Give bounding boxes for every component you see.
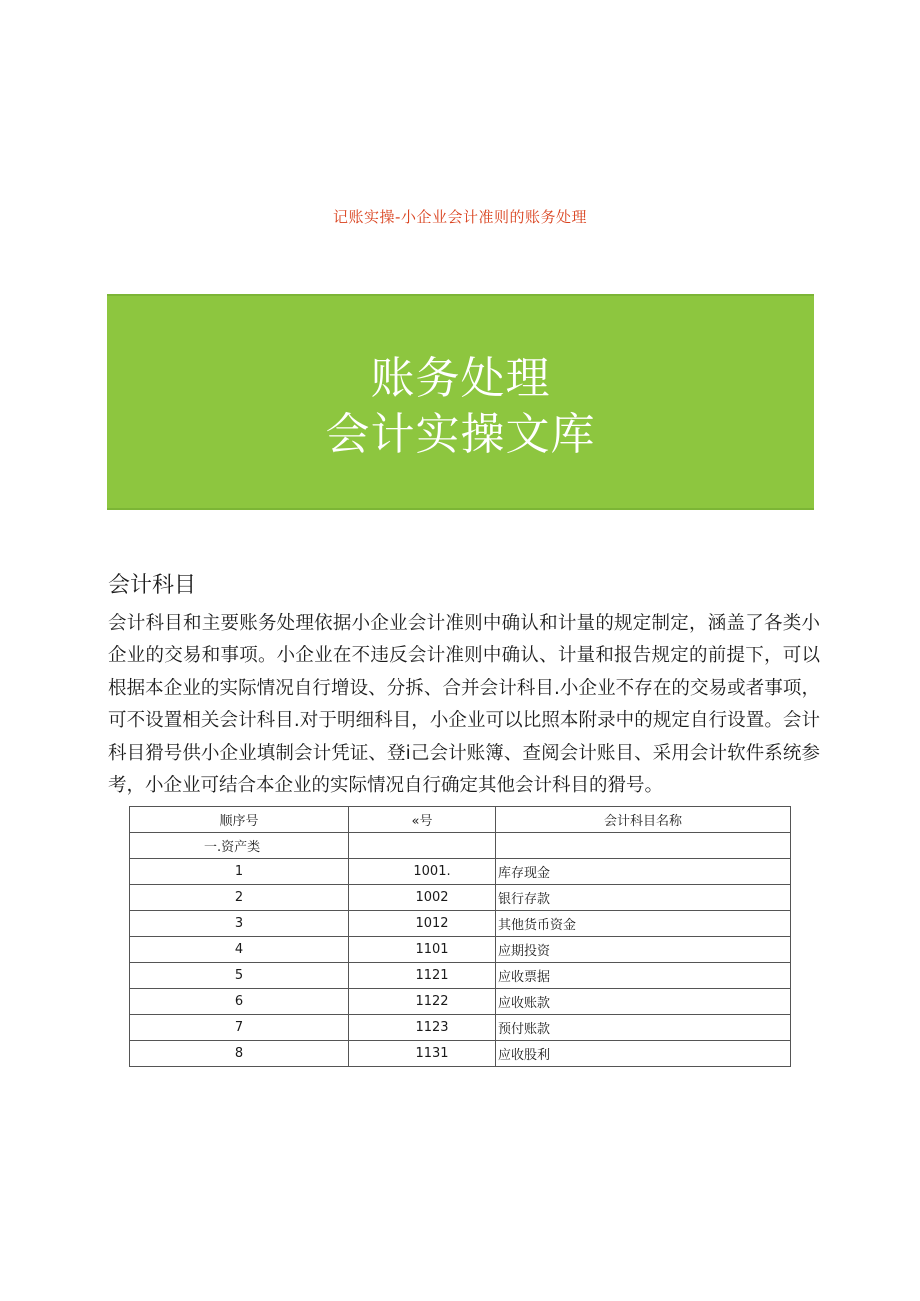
row-seq: 7 [130, 1015, 349, 1041]
header-account-name: 会计科目名称 [496, 807, 791, 833]
banner-title-line2: 会计实操文库 [325, 409, 596, 460]
table-row [130, 859, 791, 885]
table-row [130, 885, 791, 911]
row-account-name: 预付账款 [496, 1015, 791, 1041]
row-seq: 4 [130, 937, 349, 963]
row-seq: 1 [130, 859, 349, 885]
category-label: 一.资产类 [130, 833, 349, 859]
row-code: 1001. [349, 859, 496, 885]
row-code: 1122 [349, 989, 496, 1015]
empty-cell [496, 833, 791, 859]
table-row [130, 963, 791, 989]
table-row [130, 1015, 791, 1041]
header-code: «号 [349, 807, 496, 833]
empty-cell [349, 833, 496, 859]
category-row [130, 833, 791, 859]
banner-title-line1: 账务处理 [370, 353, 551, 404]
title-banner [107, 294, 814, 510]
row-code: 1012 [349, 911, 496, 937]
section-paragraph: 会计科目和主要账务处理依据小企业会计准则中确认和计量的规定制定，涵盖了各类小企业的交易和事项。小企业在不违反会计准则中确认、计量和报告规定的前提下，可以根据本企业的实际情况自行增设、分拆、合并会计科目.小企业不存在的交易或者事项，可不设置相关会计科目.对于明细科目，小企业可以比照本附录中的规定自行设置。会计科目猾号供小企业填制会计凭证、登i己会计账簿、查阅会计账目、采用会计软件系统参考，小企业可结合本企业的实际情况自行确定其他会计科目的猾号。 [108, 613, 820, 797]
row-account-name: 应收票据 [496, 963, 791, 989]
row-account-name: 应期投资 [496, 937, 791, 963]
table-row [130, 911, 791, 937]
row-account-name: 应收股利 [496, 1041, 791, 1067]
row-seq: 5 [130, 963, 349, 989]
row-seq: 2 [130, 885, 349, 911]
row-code: 1101 [349, 937, 496, 963]
row-code: 1123 [349, 1015, 496, 1041]
row-code: 1121 [349, 963, 496, 989]
row-code: 1131 [349, 1041, 496, 1067]
row-account-name: 库存现金 [496, 859, 791, 885]
header-seq: 顺序号 [130, 807, 349, 833]
row-seq: 8 [130, 1041, 349, 1067]
row-account-name: 应收账款 [496, 989, 791, 1015]
accounts-table [129, 806, 791, 1067]
row-code: 1002 [349, 885, 496, 911]
table-header-row [130, 807, 791, 833]
table-row [130, 989, 791, 1015]
section-heading: 会计科目 [108, 573, 197, 598]
document-header-title: 记账实操-小企业会计准则的账务处理 [333, 208, 587, 226]
table-row [130, 937, 791, 963]
row-account-name: 银行存款 [496, 885, 791, 911]
row-seq: 6 [130, 989, 349, 1015]
row-account-name: 其他货币资金 [496, 911, 791, 937]
table-row [130, 1041, 791, 1067]
row-seq: 3 [130, 911, 349, 937]
